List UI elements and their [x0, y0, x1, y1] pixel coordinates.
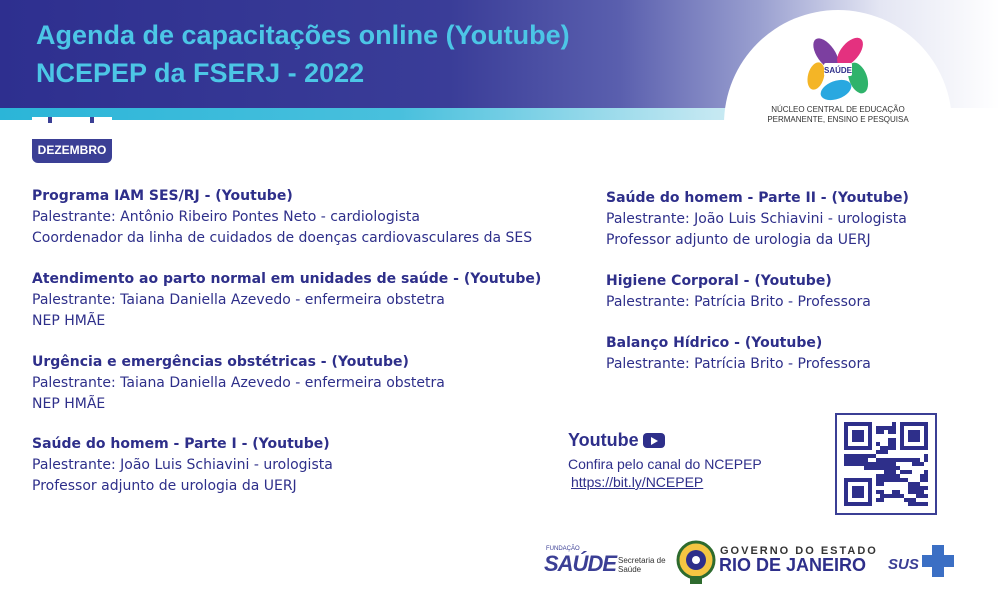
- page-subtitle: NCEPEP da FSERJ - 2022: [36, 58, 365, 88]
- sus-cross-icon: [920, 543, 956, 579]
- event-title: Higiene Corporal - (Youtube): [606, 273, 832, 289]
- event-speaker: Palestrante: Taiana Daniella Azevedo - enfermeira obstetra: [32, 291, 445, 308]
- youtube-title: Youtube: [568, 430, 639, 450]
- youtube-text: Confira pelo canal do NCEPEP: [568, 456, 762, 472]
- logo-brand-text: SAÚDE: [823, 66, 853, 75]
- event-title: Programa IAM SES/RJ - (Youtube): [32, 188, 293, 204]
- qr-code-icon: [844, 422, 928, 506]
- event-title: Urgência e emergências obstétricas - (Youtube): [32, 354, 409, 370]
- youtube-link[interactable]: https://bit.ly/NCEPEP: [571, 474, 704, 490]
- event-title: Saúde do homem - Parte II - (Youtube): [606, 190, 909, 206]
- rio-de-janeiro-label: RIO DE JANEIRO: [719, 555, 867, 575]
- calendar-ring-icon: [48, 117, 52, 123]
- event-role: NEP HMÃE: [32, 312, 106, 329]
- event-item: [32, 269, 541, 331]
- event-role: NEP HMÃE: [32, 395, 106, 412]
- secretaria-line1: Secretaria de: [618, 556, 666, 565]
- event-speaker: Palestrante: Taiana Daniella Azevedo - enfermeira obstetra: [32, 374, 445, 391]
- qr-code[interactable]: [835, 413, 937, 515]
- saude-logo: SAÚDE: [544, 551, 617, 576]
- event-role: Coordenador da linha de cuidados de doenças cardiovasculares da SES: [32, 229, 533, 246]
- event-item: [606, 188, 909, 250]
- event-speaker: Palestrante: Antônio Ribeiro Pontes Neto - cardiologista: [32, 208, 420, 225]
- secretaria-logo: [618, 556, 666, 574]
- secretaria-line2: Saúde: [618, 565, 642, 574]
- event-title: Balanço Hídrico - (Youtube): [606, 335, 823, 351]
- logo-caption-line2: PERMANENTE, ENSINO E PESQUISA: [767, 115, 909, 124]
- event-item: [32, 434, 333, 496]
- logo-caption: [740, 105, 936, 125]
- event-speaker: Palestrante: Patrícia Brito - Professora: [606, 355, 871, 372]
- event-role: Professor adjunto de urologia da UERJ: [606, 231, 871, 248]
- fundacao-label: FUNDAÇÃO: [546, 546, 580, 552]
- ncepep-logo-icon: [800, 32, 876, 108]
- event-item: [32, 186, 532, 248]
- youtube-play-icon: [643, 433, 665, 448]
- event-speaker: Palestrante: João Luis Schiavini - urologista: [32, 456, 333, 473]
- event-item: [606, 333, 871, 375]
- calendar-top: [32, 117, 112, 139]
- sus-logo: SUS: [888, 556, 919, 573]
- event-speaker: Palestrante: João Luis Schiavini - urologista: [606, 210, 907, 227]
- calendar-month-label: DEZEMBRO: [37, 143, 107, 157]
- page-title: Agenda de capacitações online (Youtube): [36, 20, 570, 50]
- event-item: [32, 352, 445, 414]
- event-title: Saúde do homem - Parte I - (Youtube): [32, 436, 330, 452]
- youtube-info: [568, 430, 762, 490]
- logo-caption-line1: NÚCLEO CENTRAL DE EDUCAÇÃO: [771, 105, 905, 114]
- calendar-ring-icon: [90, 117, 94, 123]
- event-role: Professor adjunto de urologia da UERJ: [32, 477, 297, 494]
- event-speaker: Palestrante: Patrícia Brito - Professora: [606, 293, 871, 310]
- governo-label: GOVERNO DO ESTADO: [720, 545, 878, 557]
- event-title: Atendimento ao parto normal em unidades de saúde - (Youtube): [32, 271, 542, 287]
- event-item: [606, 271, 871, 313]
- calendar-month-badge: [32, 117, 112, 163]
- state-coat-of-arms-icon: [676, 538, 716, 586]
